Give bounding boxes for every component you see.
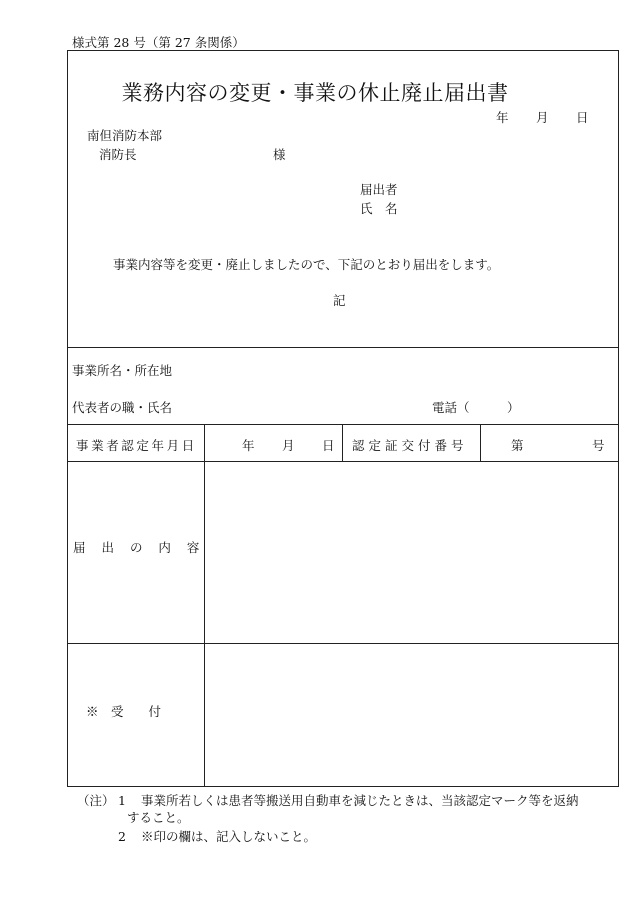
note-1-text: 事業所若しくは患者等搬送用自動車を減じたときは、当該認定マーク等を返納 [141,793,579,808]
form-reference: 様式第 28 号（第 27 条関係） [72,35,245,50]
cert-date-day: 日 [322,438,335,453]
cert-number-label: 認定証交付番号 [352,438,468,453]
addressee-honorific: 様 [273,147,286,162]
notes-prefix: （注） [77,793,115,808]
phone-label: 電話（ ） [432,400,520,415]
contents-label: 届 出 の 内 容 [73,540,206,555]
divider-office [67,424,619,425]
office-name-location-label: 事業所名・所在地 [72,363,173,378]
divider-header [67,347,619,348]
column-divider-date [342,424,343,461]
note-1-continuation: すること。 [127,810,190,825]
date-day-label: 日 [576,110,589,125]
date-month-label: 月 [536,110,549,125]
addressee-chief: 消防長 [99,147,137,162]
note-2-number: 2 [118,829,126,844]
cert-number-suffix: 号 [592,438,605,453]
note-2-text: ※印の欄は、記入しないこと。 [141,829,317,844]
cert-date-month: 月 [282,438,295,453]
form-title: 業務内容の変更・事業の休止廃止届出書 [121,81,509,105]
contents-field[interactable] [205,462,618,643]
cert-date-year: 年 [242,438,255,453]
representative-label: 代表者の職・氏名 [72,400,173,415]
addressee-org: 南但消防本部 [87,128,163,143]
note-1-number: 1 [118,793,126,808]
reception-field [205,644,618,786]
reception-label: ※ 受 付 [86,704,162,719]
submitter-name-label: 氏 名 [360,201,398,216]
cert-number-prefix: 第 [511,438,524,453]
cert-date-label: 事業者認定年月日 [76,438,197,453]
date-year-label: 年 [496,110,509,125]
submitter-label: 届出者 [360,182,398,197]
column-divider-number [480,424,481,461]
ki-mark: 記 [333,293,346,308]
declaration-text: 事業内容等を変更・廃止しましたので、下記のとおり届出をします。 [113,257,500,272]
